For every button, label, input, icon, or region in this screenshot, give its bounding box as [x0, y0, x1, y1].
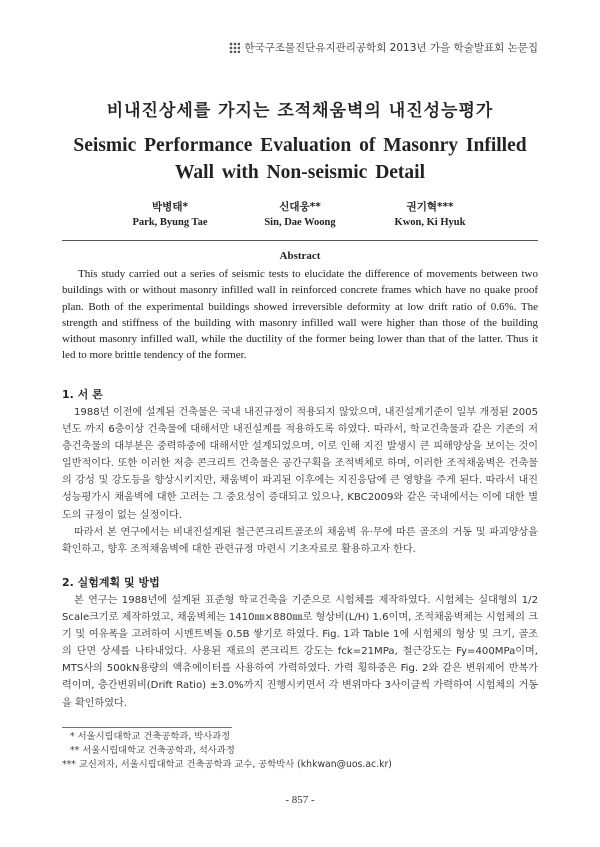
section-1-paragraph-1: 1988년 이전에 설계된 건축물은 국내 내진규정이 적용되지 않았으며, 내진설계기준이 일부 개정된 2005년도 까지 6층이상 건축물에 대해서만 내진설계를 적용하도록 하였다. 따라서, 학교건축물과 같은 기존의 저층건축물의 대부분은 중력하중에 대해서만 설계되었으며, 이로 인해 지진 발생시 큰 피해양상을 보이는 것이 일반적이다. 또한 이러한 저층 콘크리트 건축물은 공간구획을 조적벽체로 하며, 이러한 조적채움벽은 건축물의 강성 및 강도등을 향상시키지만, 채움벽이 파괴된 이후에는 지진응답에 큰 영향을 주게 된다. 따라서 내진성능평가시 채움벽에 대한 고려는 그 중요성이 증대되고 있으나, KBC2009와 같은 국내에서는 이에 대한 별도의 규정이 없는 실정이다.: [62, 407, 538, 521]
dot-grid-icon: [229, 42, 240, 53]
author-name-english: Sin, Dae Woong: [264, 217, 336, 228]
footnote-divider: [62, 727, 232, 728]
english-title: Seismic Performance Evaluation of Masonry Infilled Wall with Non-seismic Detail: [73, 135, 527, 183]
author-list: [110, 200, 490, 230]
author-name-korean: 신대웅**: [279, 201, 321, 213]
author-name-english: Park, Byung Tae: [132, 217, 208, 228]
author-name-english: Kwon, Ki Hyuk: [394, 217, 466, 228]
author-name-korean: 박병태*: [152, 201, 188, 213]
abstract-heading: Abstract: [279, 250, 321, 262]
korean-title: 비내진상세를 가지는 조적채움벽의 내진성능평가: [106, 101, 494, 121]
proceedings-header-text: 한국구조물진단유지관리공학회 2013년 가을 학술발표회 논문집: [244, 42, 538, 54]
footnote-2: ** 서울시립대학교 건축공학과, 석사과정: [70, 745, 235, 756]
footnote-3: *** 교신저자, 서울시립대학교 건축공학과 교수, 공학박사 (khkwan@uos.ac.kr): [62, 759, 392, 770]
author-name-korean: 권기혁***: [406, 201, 454, 213]
section-2-heading: 2. 실험계획 및 방법: [62, 576, 160, 589]
author-3: [370, 200, 490, 230]
author-2: [240, 200, 360, 230]
section-1-paragraph-2: 따라서 본 연구에서는 비내진설계된 철근콘크리트골조의 채움벽 유·무에 따른 골조의 거동 및 파괴양상을 확인하고, 향후 조적채움벽에 대한 관련규정 마련시 기초자료로 활용하고자 한다.: [62, 526, 538, 555]
proceedings-header: [229, 40, 538, 55]
author-divider: [62, 240, 538, 241]
section-1-body: [62, 404, 538, 558]
section-2-paragraph-1: 본 연구는 1988년에 설계된 표준형 학교건축을 기준으로 시험체를 제작하였다. 시험체는 실대형의 1/2 Scale크기로 제작하였고, 채움벽체는 1410㎜×880㎜로 형상비(L/H) 1.6이며, 조적채움벽체는 시험체의 크기 및 여유폭을 고려하여 시멘트벽돌 0.5B 쌓기로 하였다. Fig. 1과 Table 1에 시험체의 형상 및 크기, 골조의 단면 상세를 나타내었다. 사용된 재료의 콘크리트 강도는 fck=21MPa, 철근강도는 Fy=400MPa이며, MTS사의 500kN용량의 액츄에이터를 사용하여 가력하였다. 가력 횡하중은 Fig. 2와 같은 변위제어 반복가력이며, 층간변위비(Drift Ratio) ±3.0%까지 진행시키면서 각 변위마다 3사이클씩 가력하여 시험체의 거동을 확인하였다.: [62, 595, 538, 709]
abstract-text: This study carried out a series of seismic tests to elucidate the difference of movements between two buildings with or without masonry infilled wall in reinforced concrete frames which have no quake proof plan. Both of the experimental buildings showed irreversible deformity at low drift ratio of 0.6%. The strength and stiffness of the building with masonry infilled wall were higher than those of the building without masonry infilled wall, while the ductility of the former being lower than that of the latter. Thus it led to more brittle tendency of the former.: [62, 268, 538, 362]
section-1-heading: 1. 서 론: [62, 388, 103, 401]
author-1: [110, 200, 230, 230]
section-2-body: [62, 592, 538, 712]
page-number: - 857 -: [285, 794, 315, 806]
footnote-1: * 서울시립대학교 건축공학과, 박사과정: [70, 731, 231, 742]
footnotes: [62, 730, 538, 772]
